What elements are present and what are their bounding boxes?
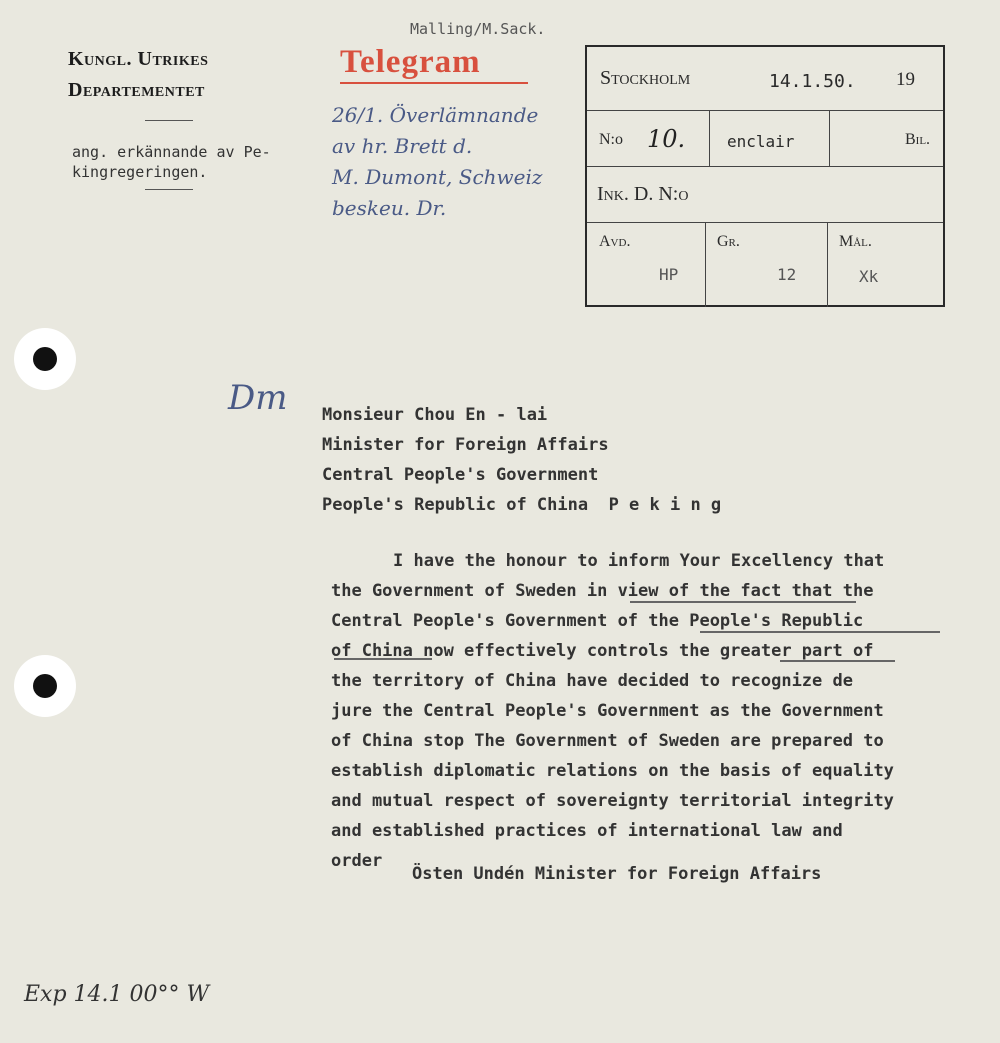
place-label: Stockholm: [600, 67, 691, 89]
registry-row-divider: [587, 166, 943, 167]
handwritten-note-line-1: 26/1. Överlämnande: [332, 103, 539, 127]
handwritten-note-line-2: av hr. Brett d.: [332, 134, 473, 158]
telegram-body: [331, 546, 894, 876]
body-line: I have the honour to inform Your Excellency that: [393, 551, 885, 571]
gr-label: Gr.: [717, 233, 740, 250]
address-line: Minister for Foreign Affairs: [322, 435, 609, 455]
punch-hole: [14, 328, 76, 390]
body-line: jure the Central People's Government as the Government: [331, 701, 884, 721]
letterhead-divider: [145, 120, 193, 121]
handwritten-note-line-3: M. Dumont, Schweiz: [332, 165, 543, 189]
body-line: of China stop The Government of Sweden are prepared to: [331, 731, 884, 751]
registry-row-divider: [587, 222, 943, 223]
number-value: 10.: [647, 125, 686, 153]
body-line: of China now effectively controls the greater part of: [331, 641, 874, 661]
body-line: order: [331, 851, 383, 871]
address-line: People's Republic of China P e k i n g: [322, 495, 722, 515]
recipient-address: [322, 400, 721, 520]
department-letterhead: [68, 44, 208, 106]
year-prefix: 19: [896, 69, 915, 90]
body-line: and established practices of international law and: [331, 821, 843, 841]
handwritten-dispatch-note: Exp 14.1 00°° W: [24, 982, 210, 1007]
sender-initials: Malling/M.Sack.: [410, 20, 546, 38]
pencil-underline: [334, 658, 432, 660]
department-line-1: Kungl. Utrikes: [68, 48, 209, 70]
body-line: Central People's Government of the People's Republic: [331, 611, 864, 631]
subject-divider: [145, 189, 193, 190]
date-value: 14.1.50.: [769, 71, 856, 92]
body-line: the Government of Sweden in view of the fact that the: [331, 581, 874, 601]
telegram-title-underline: [340, 82, 528, 84]
body-line: establish diplomatic relations on the basis of equality: [331, 761, 894, 781]
punch-hole: [14, 655, 76, 717]
address-line: Central People's Government: [322, 465, 599, 485]
department-line-2: Departementet: [68, 79, 205, 101]
subject-note: [72, 142, 271, 182]
registry-col-divider: [829, 110, 830, 166]
telegram-title: Telegram: [340, 44, 481, 80]
registry-box: [585, 45, 945, 307]
registry-col-divider: [709, 110, 710, 166]
address-line: Monsieur Chou En - lai: [322, 405, 548, 425]
subject-line-1: ang. erkännande av Pe-: [72, 143, 271, 161]
body-line: the territory of China have decided to recognize de: [331, 671, 853, 691]
handwritten-note: [332, 100, 587, 224]
transmission-mode: enclair: [727, 132, 795, 151]
signature-line: Östen Undén Minister for Foreign Affairs: [412, 864, 822, 884]
mal-value: Xk: [859, 267, 879, 286]
registry-col-divider: [705, 222, 706, 307]
handwritten-initials: Dm: [228, 378, 288, 418]
registry-col-divider: [827, 222, 828, 307]
ink-label: Ink. D. N:o: [597, 183, 689, 205]
body-line: and mutual respect of sovereignty territorial integrity: [331, 791, 894, 811]
pencil-underline: [630, 601, 856, 603]
avd-value: HP: [659, 265, 679, 284]
number-label: N:o: [599, 131, 623, 148]
bil-label: Bil.: [905, 131, 931, 148]
subject-line-2: kingregeringen.: [72, 163, 208, 181]
avd-label: Avd.: [599, 233, 631, 250]
gr-value: 12: [777, 265, 797, 284]
pencil-underline: [780, 660, 895, 662]
pencil-underline: [700, 631, 940, 633]
registry-row-divider: [587, 110, 943, 111]
handwritten-note-line-4: beskeu. Dr.: [332, 196, 447, 220]
mal-label: Mål.: [839, 233, 872, 250]
